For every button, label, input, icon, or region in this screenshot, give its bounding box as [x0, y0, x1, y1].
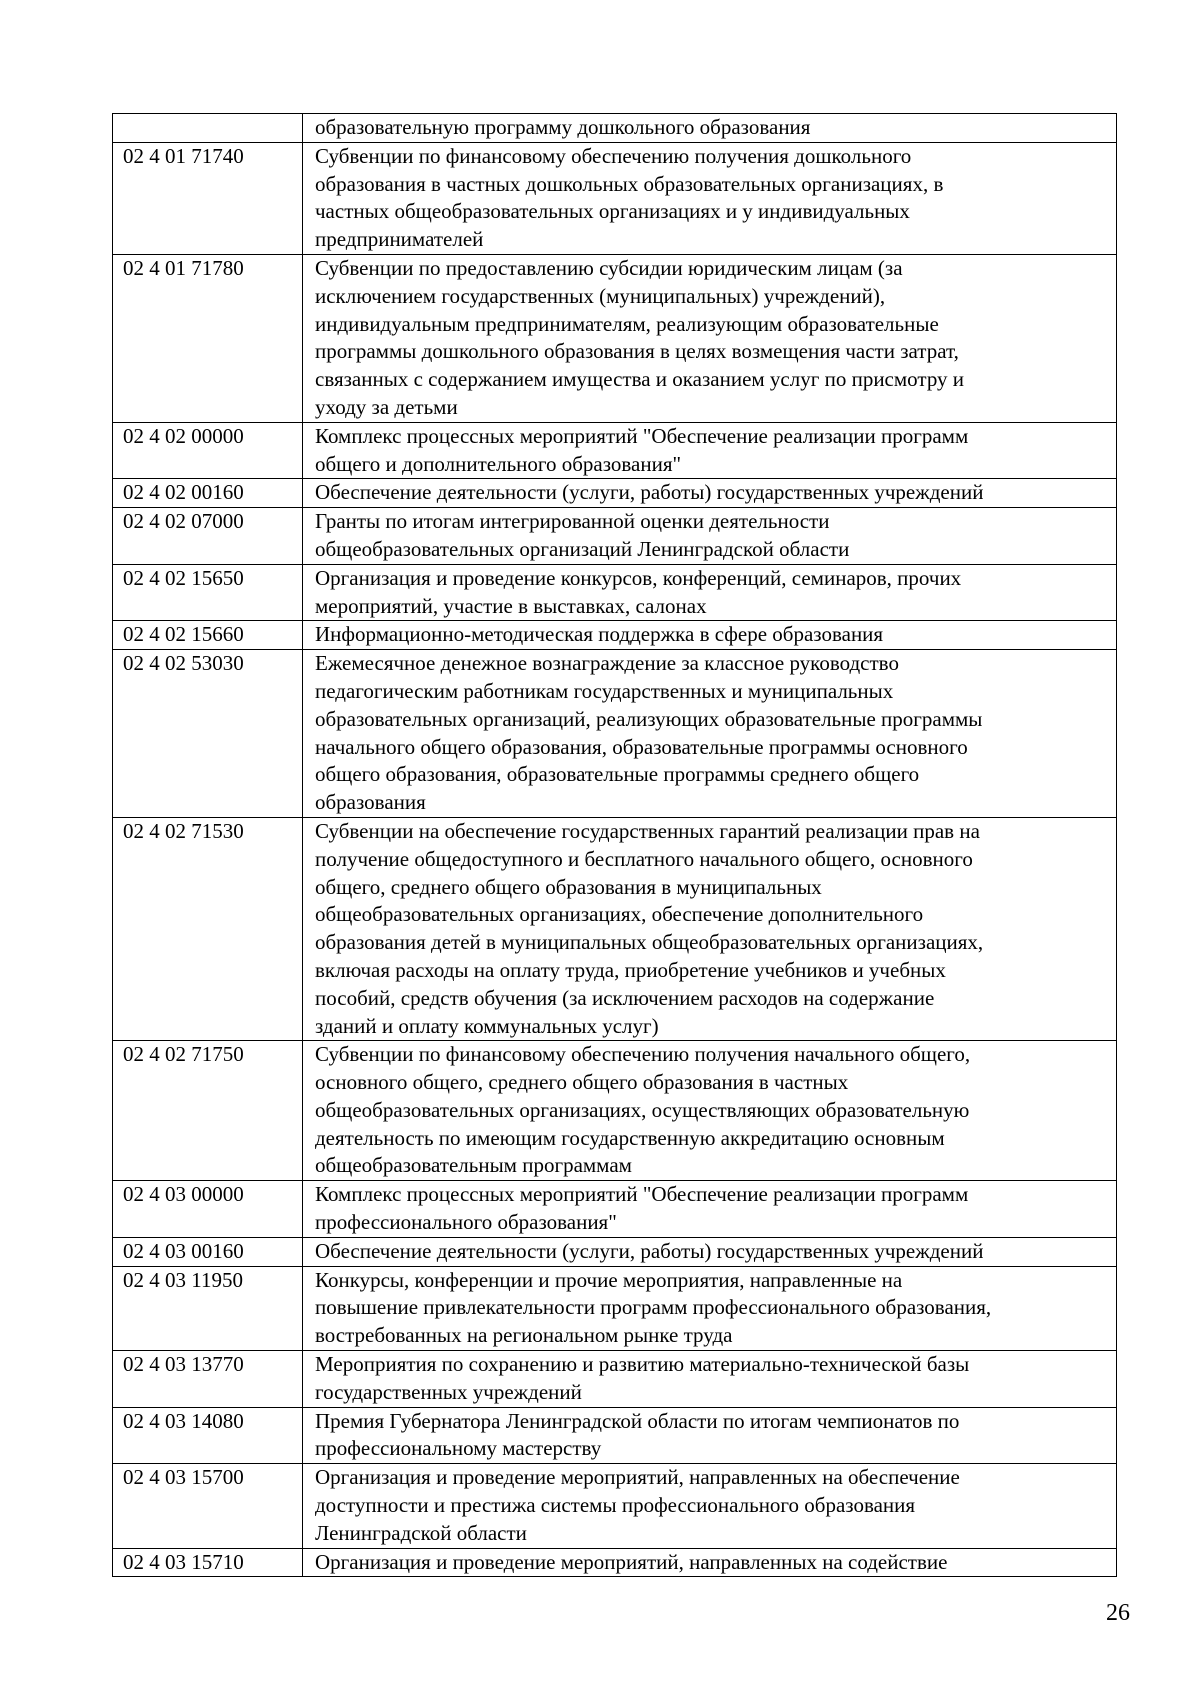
description-line: Гранты по итогам интегрированной оценки деятельности	[315, 509, 830, 534]
description-line: Организация и проведение мероприятий, направленных на обеспечение	[315, 1465, 960, 1490]
description-line: профессиональному мастерству	[315, 1436, 602, 1461]
table-row	[113, 1266, 1117, 1350]
table-row	[113, 1181, 1117, 1238]
description-cell	[303, 817, 1117, 1040]
description-cell	[303, 422, 1117, 479]
description-cell	[303, 142, 1117, 254]
description-cell	[303, 508, 1117, 565]
description-line: индивидуальным предпринимателям, реализующим образовательные	[315, 311, 939, 336]
code-cell	[113, 114, 303, 143]
table-row	[113, 142, 1117, 254]
code-cell: 02 4 02 53030	[113, 650, 303, 818]
table-row	[113, 564, 1117, 621]
description-line: начального общего образования, образовательные программы основного	[315, 734, 968, 759]
code-cell: 02 4 01 71740	[113, 142, 303, 254]
table-row	[113, 621, 1117, 650]
description-line: Организация и проведение мероприятий, направленных на содействие	[315, 1549, 948, 1574]
budget-code-table	[112, 113, 1117, 1577]
code-cell: 02 4 03 15700	[113, 1464, 303, 1548]
table-row	[113, 1407, 1117, 1464]
description-line: образования детей в муниципальных общеобразовательных организациях,	[315, 930, 984, 955]
description-line: зданий и оплату коммунальных услуг)	[315, 1013, 659, 1038]
description-cell	[303, 1464, 1117, 1548]
description-line: Субвенции на обеспечение государственных гарантий реализации прав на	[315, 818, 980, 843]
description-line: общеобразовательных организаций Ленинградской области	[315, 536, 850, 561]
code-cell: 02 4 02 07000	[113, 508, 303, 565]
description-line: общеобразовательных организациях, обеспечение дополнительного	[315, 902, 924, 927]
description-line: педагогическим работникам государственных и муниципальных	[315, 678, 894, 703]
description-line: включая расходы на оплату труда, приобретение учебников и учебных	[315, 957, 946, 982]
description-line: общеобразовательным программам	[315, 1153, 632, 1178]
description-line: Информационно-методическая поддержка в сфере образования	[315, 622, 884, 647]
description-line: Ежемесячное денежное вознаграждение за классное руководство	[315, 651, 899, 676]
description-cell	[303, 1407, 1117, 1464]
table-row	[113, 1464, 1117, 1548]
table-row	[113, 422, 1117, 479]
description-line: пособий, средств обучения (за исключением расходов на содержание	[315, 985, 935, 1010]
description-line: уходу за детьми	[315, 394, 458, 419]
description-line: Конкурсы, конференции и прочие мероприятия, направленные на	[315, 1267, 903, 1292]
code-cell: 02 4 02 71750	[113, 1041, 303, 1181]
description-line: Обеспечение деятельности (услуги, работы) государственных учреждений	[315, 1238, 984, 1263]
description-line: связанных с содержанием имущества и оказанием услуг по присмотру и	[315, 367, 965, 392]
code-cell: 02 4 01 71780	[113, 254, 303, 422]
description-line: Организация и проведение конкурсов, конференций, семинаров, прочих	[315, 565, 962, 590]
code-cell: 02 4 02 15650	[113, 564, 303, 621]
table-row	[113, 508, 1117, 565]
code-cell: 02 4 03 14080	[113, 1407, 303, 1464]
description-line: образования в частных дошкольных образовательных организациях, в	[315, 171, 944, 196]
table-row	[113, 1351, 1117, 1408]
table-row	[113, 650, 1117, 818]
description-cell	[303, 1041, 1117, 1181]
description-line: общеобразовательных организациях, осуществляющих образовательную	[315, 1097, 970, 1122]
description-cell	[303, 650, 1117, 818]
code-cell: 02 4 03 00160	[113, 1237, 303, 1266]
description-cell	[303, 1181, 1117, 1238]
table-row	[113, 817, 1117, 1040]
table-row	[113, 114, 1117, 143]
code-cell: 02 4 03 13770	[113, 1351, 303, 1408]
description-line: предпринимателей	[315, 227, 484, 252]
description-line: профессионального образования"	[315, 1210, 617, 1235]
code-cell: 02 4 03 15710	[113, 1548, 303, 1577]
table-row	[113, 254, 1117, 422]
description-line: основного общего, среднего общего образования в частных	[315, 1070, 849, 1095]
code-cell: 02 4 02 15660	[113, 621, 303, 650]
code-cell: 02 4 02 00000	[113, 422, 303, 479]
description-line: Обеспечение деятельности (услуги, работы) государственных учреждений	[315, 480, 984, 505]
code-cell: 02 4 03 00000	[113, 1181, 303, 1238]
description-line: Комплекс процессных мероприятий "Обеспечение реализации программ	[315, 1182, 969, 1207]
description-line: исключением государственных (муниципальных) учреждений),	[315, 283, 886, 308]
description-line: Субвенции по финансовому обеспечению получения дошкольного	[315, 143, 912, 168]
code-cell: 02 4 03 11950	[113, 1266, 303, 1350]
description-cell	[303, 621, 1117, 650]
code-cell: 02 4 02 00160	[113, 479, 303, 508]
description-line: образования	[315, 790, 426, 815]
description-cell	[303, 1351, 1117, 1408]
description-line: Премия Губернатора Ленинградской области по итогам чемпионатов по	[315, 1408, 960, 1433]
code-cell: 02 4 02 71530	[113, 817, 303, 1040]
description-cell	[303, 479, 1117, 508]
description-line: востребованных на региональном рынке труда	[315, 1323, 733, 1348]
description-line: деятельность по имеющим государственную аккредитацию основным	[315, 1125, 945, 1150]
description-line: частных общеобразовательных организациях и у индивидуальных	[315, 199, 910, 224]
description-line: доступности и престижа системы профессионального образования	[315, 1493, 916, 1518]
description-cell	[303, 564, 1117, 621]
description-line: Ленинградской области	[315, 1520, 527, 1545]
description-line: образовательных организаций, реализующих образовательные программы	[315, 706, 983, 731]
description-line: Субвенции по предоставлению субсидии юридическим лицам (за	[315, 255, 903, 280]
table-row	[113, 1237, 1117, 1266]
description-cell	[303, 114, 1117, 143]
description-line: получение общедоступного и бесплатного начального общего, основного	[315, 846, 973, 871]
table-row	[113, 479, 1117, 508]
description-line: государственных учреждений	[315, 1379, 582, 1404]
description-line: общего, среднего общего образования в муниципальных	[315, 874, 822, 899]
description-line: программы дошкольного образования в целях возмещения части затрат,	[315, 339, 959, 364]
page-number: 26	[1106, 1600, 1130, 1626]
description-line: Комплекс процессных мероприятий "Обеспечение реализации программ	[315, 423, 969, 448]
description-line: общего и дополнительного образования"	[315, 451, 682, 476]
description-line: Субвенции по финансовому обеспечению получения начального общего,	[315, 1042, 971, 1067]
table-row	[113, 1041, 1117, 1181]
description-line: общего образования, образовательные программы среднего общего	[315, 762, 920, 787]
table-row	[113, 1548, 1117, 1577]
description-cell	[303, 254, 1117, 422]
description-cell	[303, 1237, 1117, 1266]
description-line: повышение привлекательности программ профессионального образования,	[315, 1295, 992, 1320]
description-cell	[303, 1266, 1117, 1350]
description-line: образовательную программу дошкольного образования	[315, 115, 811, 139]
description-cell	[303, 1548, 1117, 1577]
description-line: мероприятий, участие в выставках, салонах	[315, 593, 707, 618]
table-body	[113, 114, 1117, 1577]
description-line: Мероприятия по сохранению и развитию материально-технической базы	[315, 1352, 970, 1377]
